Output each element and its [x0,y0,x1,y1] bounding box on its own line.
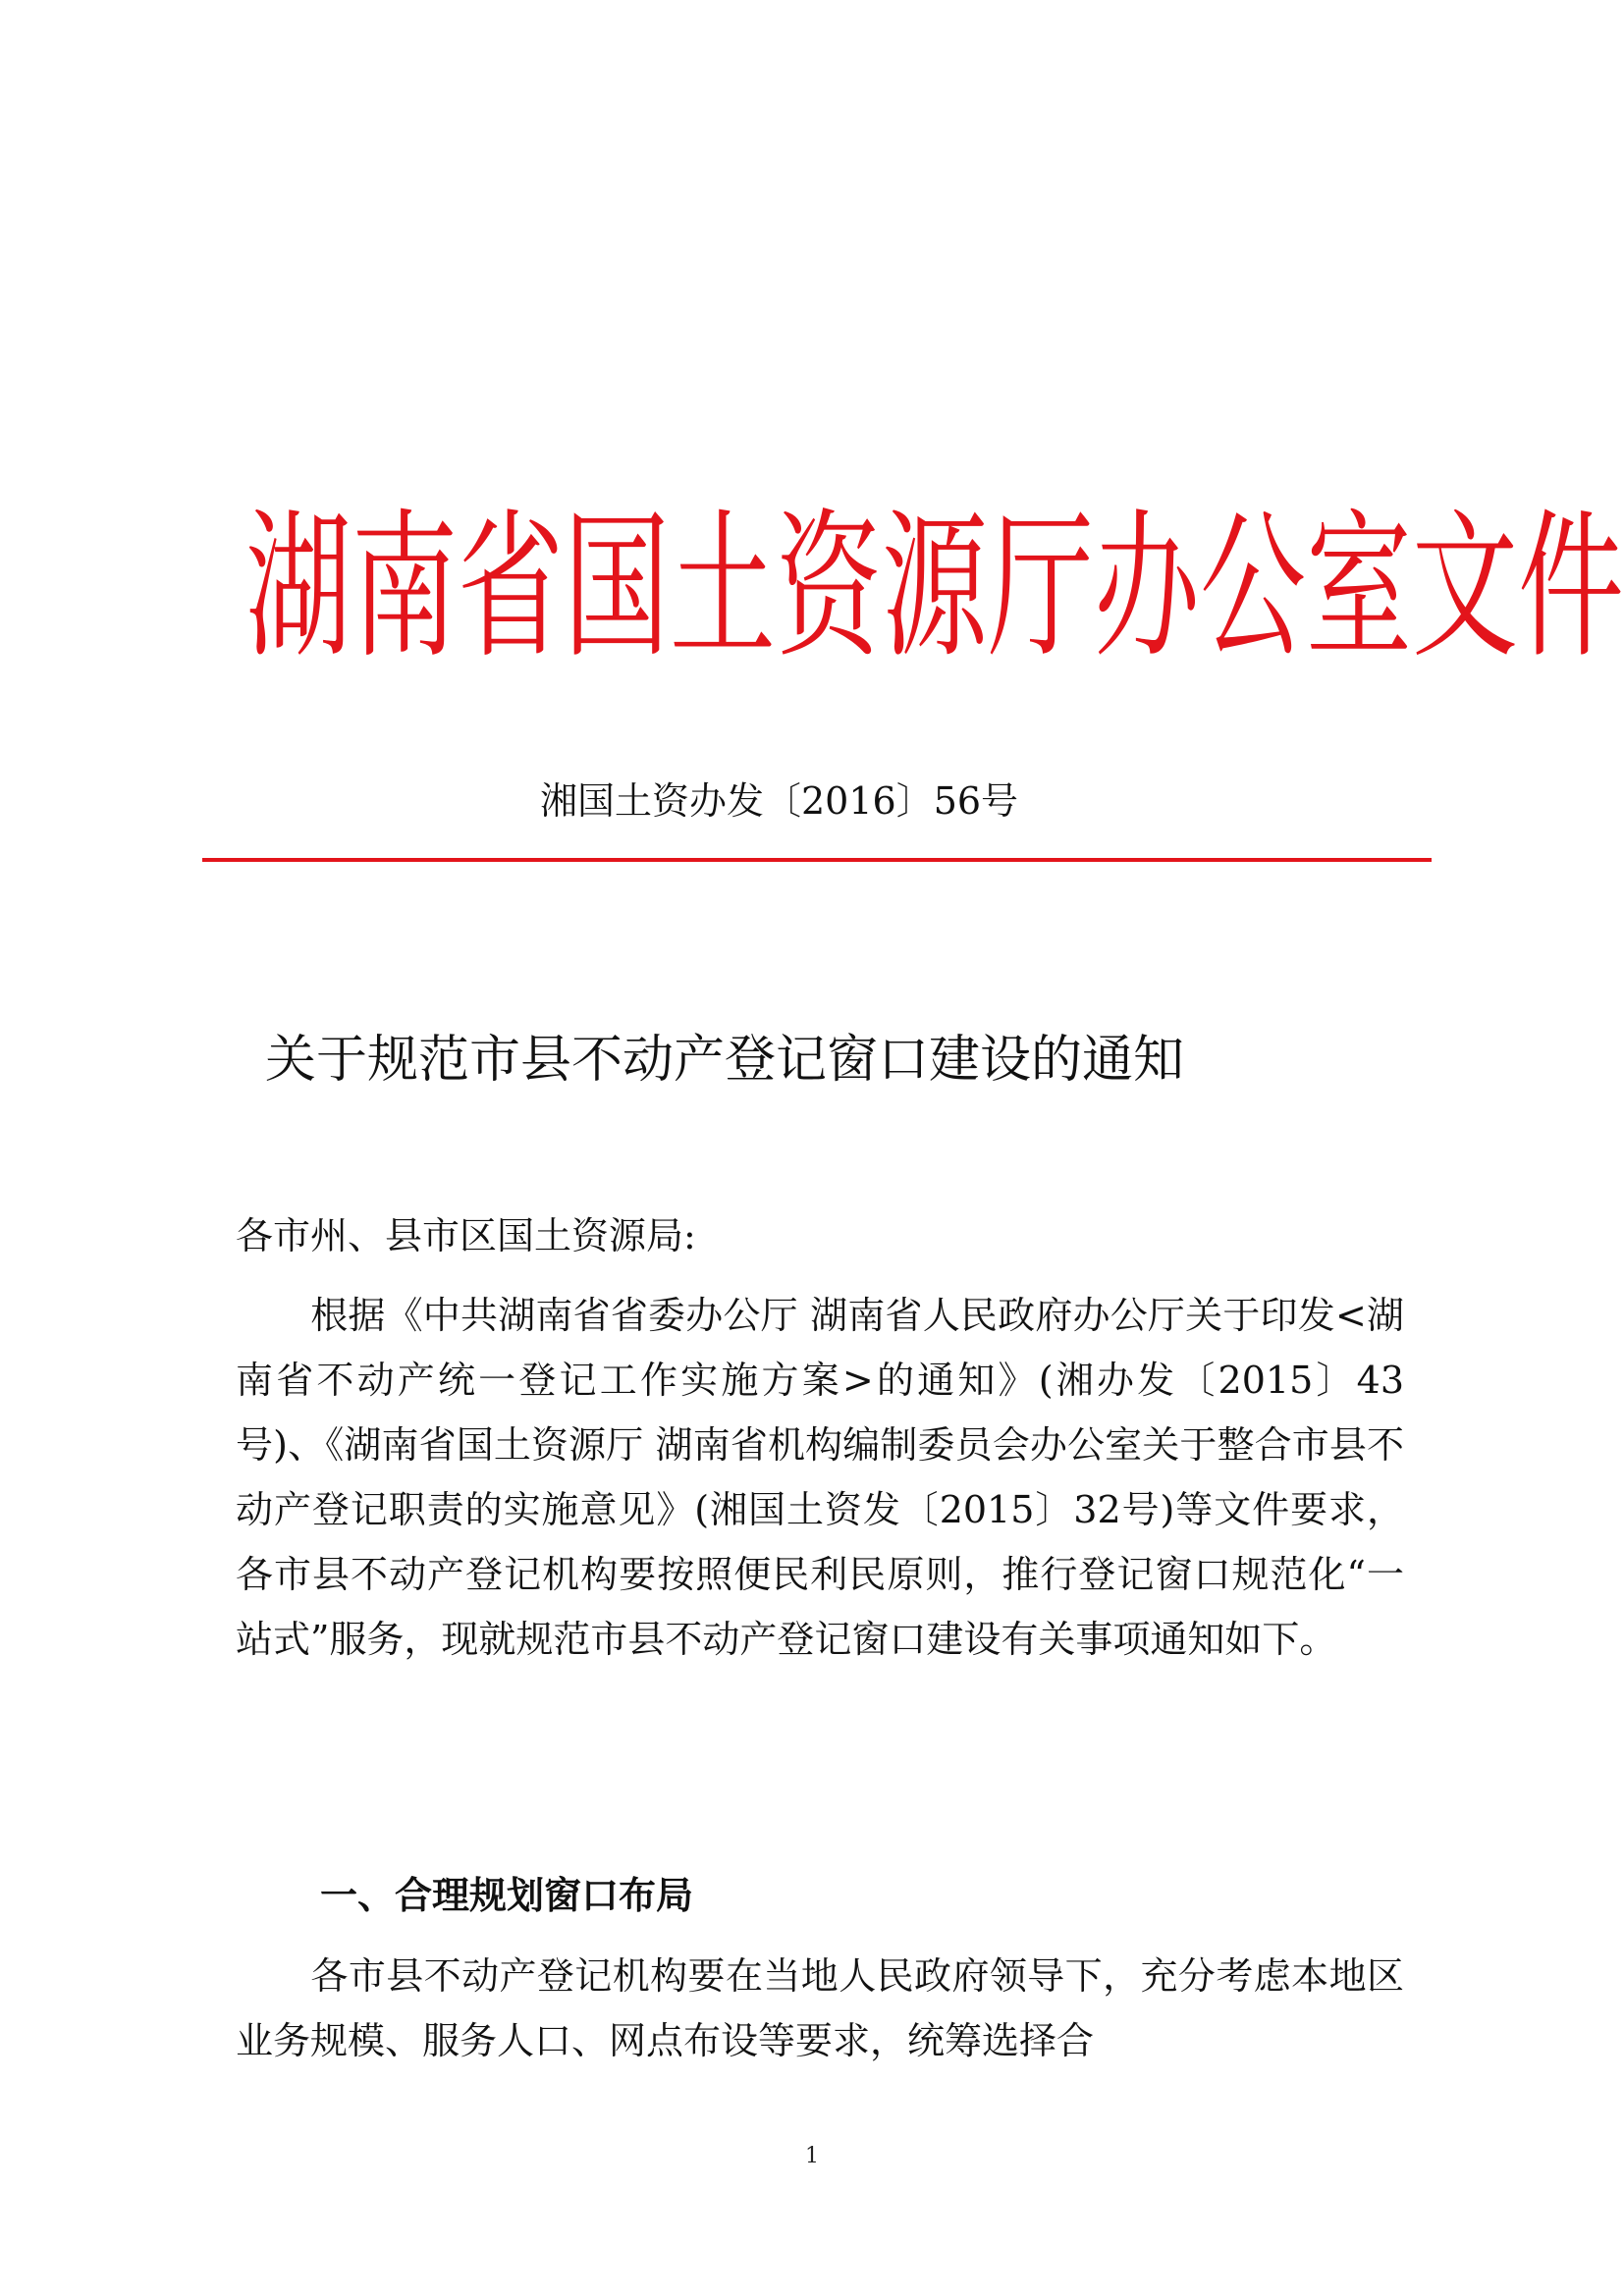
document-number: 湘国土资办发〔2016〕56号 [540,779,1019,823]
page-number: 1 [805,2144,819,2168]
red-divider-line [202,858,1432,862]
notice-title: 关于规范市县不动产登记窗口建设的通知 [265,1031,1185,1090]
body-paragraph-2-text: 各市县不动产登记机构要在当地人民政府领导下，充分考虑本地区业务规模、服务人口、网点布设等要求，统筹选择合 [236,1954,1404,2062]
section-heading-1: 一、合理规划窗口布局 [320,1874,694,1917]
body-paragraph-1-text: 根据《中共湖南省省委办公厅 湖南省人民政府办公厅关于印发<湖南省不动产统一登记工作实施方案>的通知》(湘办发〔2015〕43号)、《湖南省国土资源厅 湖南省机构编制委员会办公室关于整合市县不动产登记职责的实施意见》(湘国土资发〔2015〕32号)等文件要求，各市县不动产登记机构要按照便民利民原则，推行登记窗口规范化“一站式”服务，现就规范市县不动产登记窗口建设有关事项通知如下。 [236,1294,1404,1661]
body-paragraph-1 [236,1283,1404,1672]
document-header-title: 湖南省国土资源厅办公室文件 [245,496,1624,680]
addressee: 各市州、县市区国土资源局: [236,1214,696,1257]
body-paragraph-2 [236,1944,1404,2073]
